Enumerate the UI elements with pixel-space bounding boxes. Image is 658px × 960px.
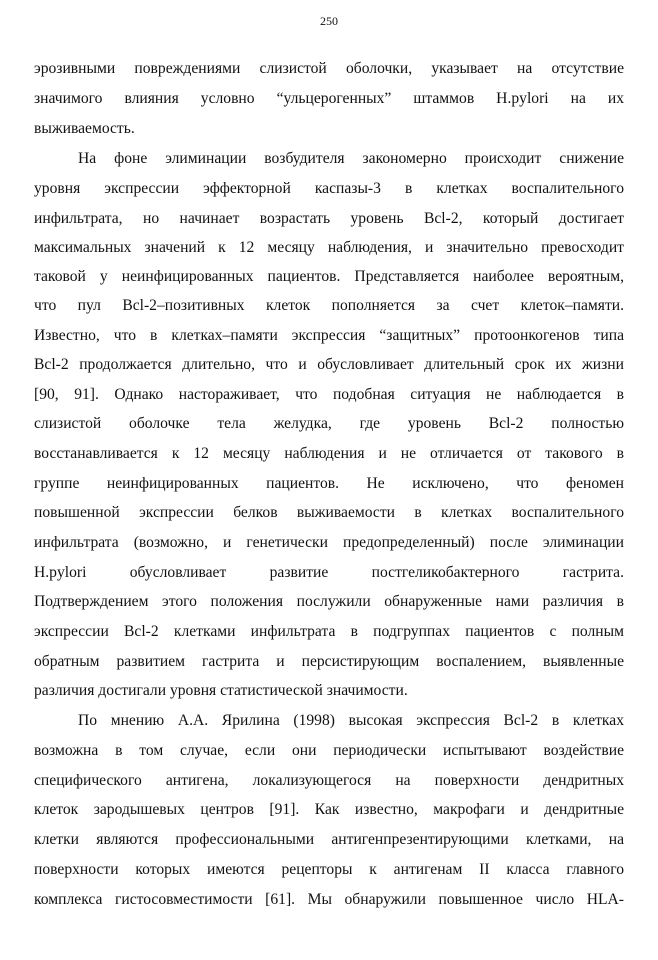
text-line: уровня экспрессии эффекторной каспазы-3 в клетках воспалительного <box>34 180 624 197</box>
text-line: Известно, что в клетках–памяти экспрессия “защитных” протоонкогенов типа <box>34 327 624 344</box>
text-line: повышенной экспрессии белков выживаемости в клетках воспалительного <box>34 504 624 521</box>
text-line: различия достигали уровня статистической значимости. <box>34 682 408 699</box>
text-line: инфильтрата, но начинает возрастать уровень Bcl-2, который достигает <box>34 210 624 227</box>
text-line: выживаемость. <box>34 120 135 137</box>
text-line: таковой у неинфицированных пациентов. Представляется наиболее вероятным, <box>34 268 624 285</box>
text-line: слизистой оболочке тела желудка, где уровень Bcl-2 полностью <box>34 415 624 432</box>
text-line: комплекса гистосовместимости [61]. Мы обнаружили повышенное число HLA- <box>34 891 624 908</box>
page-number: 250 <box>320 14 338 28</box>
text-line: специфического антигена, локализующегося на поверхности дендритных <box>34 772 624 789</box>
text-line: инфильтрата (возможно, и генетически предопределенный) после элиминации <box>34 534 624 551</box>
text-line: значимого влияния условно “ульцерогенных” штаммов H.pylori на их <box>34 90 624 107</box>
text-line: Подтверждением этого положения послужили обнаруженные нами различия в <box>34 593 624 610</box>
text-line: группе неинфицированных пациентов. Не исключено, что феномен <box>34 475 624 492</box>
text-line: восстанавливается к 12 месяцу наблюдения и не отличается от такового в <box>34 445 624 462</box>
text-line: клетки являются профессиональными антигенпрезентирующими клетками, на <box>34 831 624 848</box>
text-line: максимальных значений к 12 месяцу наблюдения, и значительно превосходит <box>34 239 624 256</box>
text-line: поверхности которых имеются рецепторы к антигенам II класса главного <box>34 861 624 878</box>
text-line: По мнению А.А. Ярилина (1998) высокая экспрессия Bcl-2 в клетках <box>78 712 624 729</box>
text-line: обратным развитием гастрита и персистирующим воспалением, выявленные <box>34 653 624 670</box>
text-line: экспрессии Bcl-2 клетками инфильтрата в подгруппах пациентов с полным <box>34 623 624 640</box>
text-line: возможна в том случае, если они периодически испытывают воздействие <box>34 742 624 759</box>
text-line: [90, 91]. Однако настораживает, что подобная ситуация не наблюдается в <box>34 386 624 403</box>
text-line: клеток зародышевых центров [91]. Как известно, макрофаги и дендритные <box>34 801 624 818</box>
text-line: эрозивными повреждениями слизистой оболочки, указывает на отсутствие <box>34 60 624 77</box>
text-line: Bcl-2 продолжается длительно, что и обусловливает длительный срок их жизни <box>34 356 624 373</box>
text-line: что пул Bcl-2–позитивных клеток пополняется за счет клеток–памяти. <box>34 297 624 314</box>
text-line: На фоне элиминации возбудителя закономерно происходит снижение <box>78 150 624 167</box>
text-line: H.pylori обусловливает развитие постгеликобактерного гастрита. <box>34 564 624 581</box>
